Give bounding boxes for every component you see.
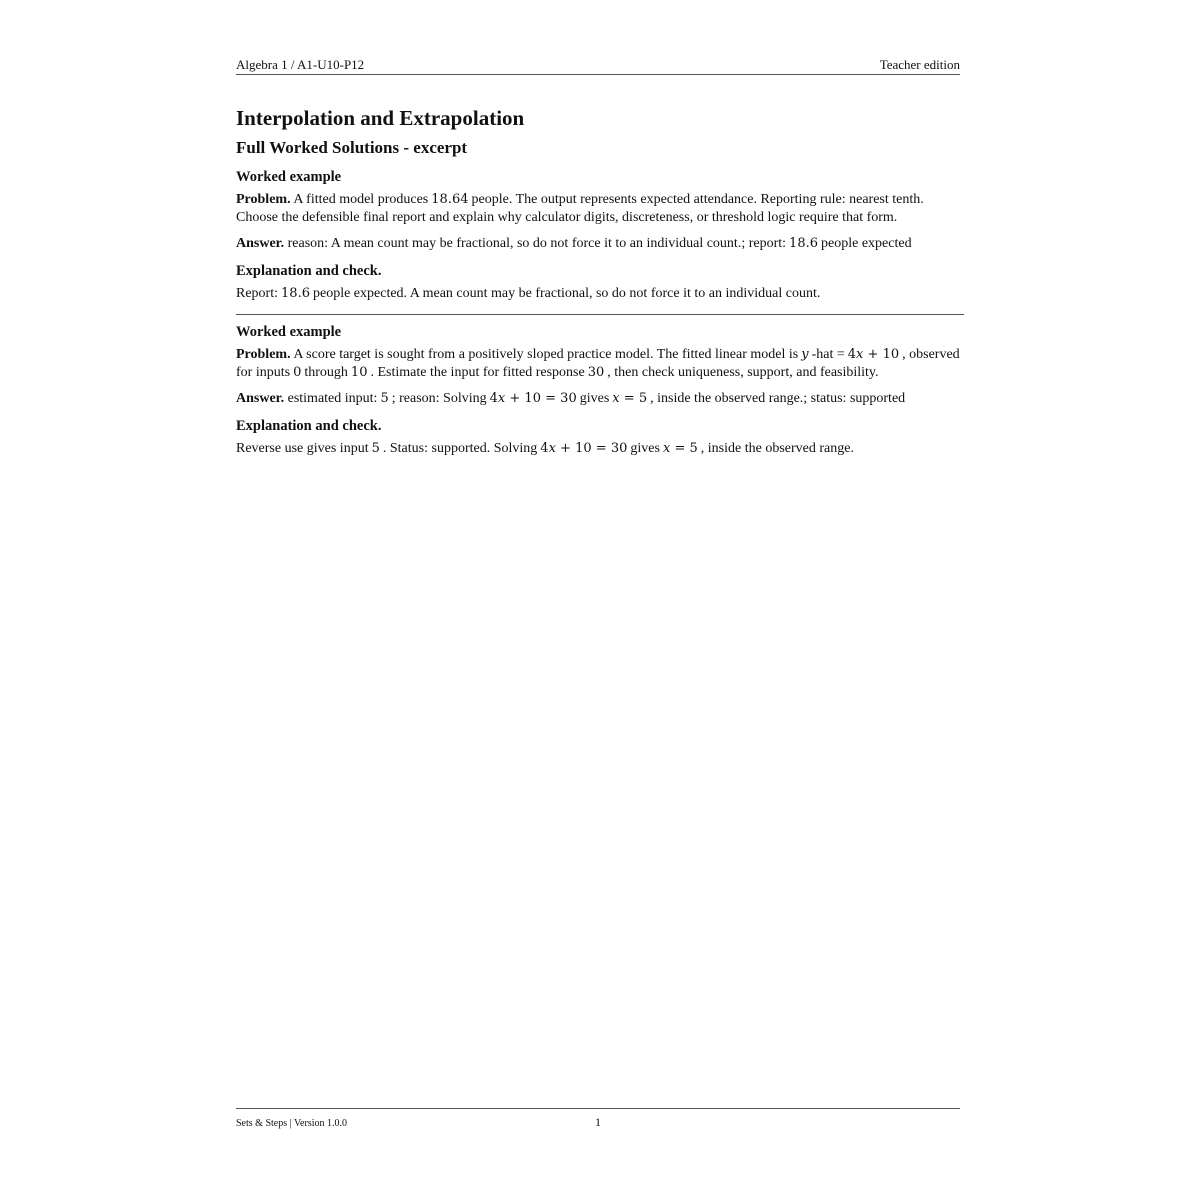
math-expression: 4x + 10 bbox=[847, 347, 900, 362]
math-equation: x = 5 bbox=[662, 441, 698, 456]
page-header bbox=[236, 57, 960, 75]
answer-text: gives bbox=[579, 391, 610, 406]
answer-text: ; reason: Solving bbox=[391, 391, 487, 406]
explanation-part: . Status: supported. Solving bbox=[382, 441, 538, 456]
example-heading: Worked example bbox=[236, 324, 342, 340]
explanation-part: people expected. A mean count may be fractional, so do not force it to an individual count. bbox=[312, 286, 821, 301]
math-value: 5 bbox=[371, 441, 380, 456]
answer-statement bbox=[236, 390, 964, 408]
document-body bbox=[236, 105, 964, 466]
math-value: 30 bbox=[587, 365, 605, 380]
explanation-part: Report: bbox=[236, 286, 278, 301]
problem-statement bbox=[236, 346, 964, 382]
explanation-part: , inside the observed range. bbox=[700, 441, 854, 456]
answer-text: reason: A mean count may be fractional, so do not force it to an individual count.; report: bbox=[287, 236, 787, 251]
page-title: Interpolation and Extrapolation bbox=[236, 106, 525, 130]
answer-text: people expected bbox=[821, 236, 912, 251]
math-equation: 4x + 10 = 30 bbox=[540, 441, 628, 456]
explanation-text bbox=[236, 285, 964, 303]
answer-label: Answer. bbox=[236, 236, 285, 251]
page-footer bbox=[236, 1108, 960, 1129]
problem-text: people. The output represents expected attendance. Reporting rule: nearest tenth. Choose the defensible final report and explain why calculator digits, discreteness, or threshold logic require that form. bbox=[236, 192, 924, 225]
header-edition: Teacher edition bbox=[879, 57, 960, 72]
answer-text: estimated input: bbox=[287, 391, 378, 406]
worked-example-1 bbox=[236, 167, 964, 303]
problem-text: through bbox=[304, 365, 348, 380]
section-divider bbox=[236, 314, 964, 315]
answer-label: Answer. bbox=[236, 391, 285, 406]
explanation-text bbox=[236, 440, 964, 458]
page-number: 1 bbox=[595, 1115, 601, 1129]
explanation-part: Reverse use gives input bbox=[236, 441, 369, 456]
problem-label: Problem. bbox=[236, 192, 291, 207]
math-value: 5 bbox=[380, 391, 389, 406]
explanation-part: gives bbox=[630, 441, 660, 456]
problem-text: , then check uniqueness, support, and feasibility. bbox=[607, 365, 879, 380]
answer-statement bbox=[236, 235, 964, 253]
problem-text: A score target is sought from a positively sloped practice model. The fitted linear model is bbox=[293, 347, 799, 362]
math-variable: y bbox=[801, 347, 809, 362]
header-course-path: Algebra 1 / A1-U10-P12 bbox=[236, 57, 365, 72]
math-value: 18.6 bbox=[281, 286, 310, 301]
explanation-heading: Explanation and check. bbox=[236, 418, 382, 434]
problem-text: , observed for inputs bbox=[236, 347, 960, 380]
math-value: 0 bbox=[293, 365, 302, 380]
example-heading: Worked example bbox=[236, 169, 342, 185]
math-value: 18.64 bbox=[431, 192, 469, 207]
answer-text: , inside the observed range.; status: supported bbox=[650, 391, 906, 406]
explanation-heading: Explanation and check. bbox=[236, 263, 382, 279]
math-equation: 4x + 10 = 30 bbox=[489, 391, 577, 406]
problem-text: A fitted model produces bbox=[293, 192, 429, 207]
math-equation: x = 5 bbox=[612, 391, 648, 406]
math-value: 10 bbox=[350, 365, 368, 380]
problem-label: Problem. bbox=[236, 347, 291, 362]
page-subtitle: Full Worked Solutions - excerpt bbox=[236, 138, 468, 157]
footer-version: Sets & Steps | Version 1.0.0 bbox=[236, 1118, 347, 1129]
problem-text: . Estimate the input for fitted response bbox=[370, 365, 585, 380]
worked-example-2 bbox=[236, 322, 964, 458]
problem-statement bbox=[236, 191, 964, 227]
math-value: 18.6 bbox=[789, 236, 819, 251]
problem-text: -hat = bbox=[811, 347, 845, 362]
